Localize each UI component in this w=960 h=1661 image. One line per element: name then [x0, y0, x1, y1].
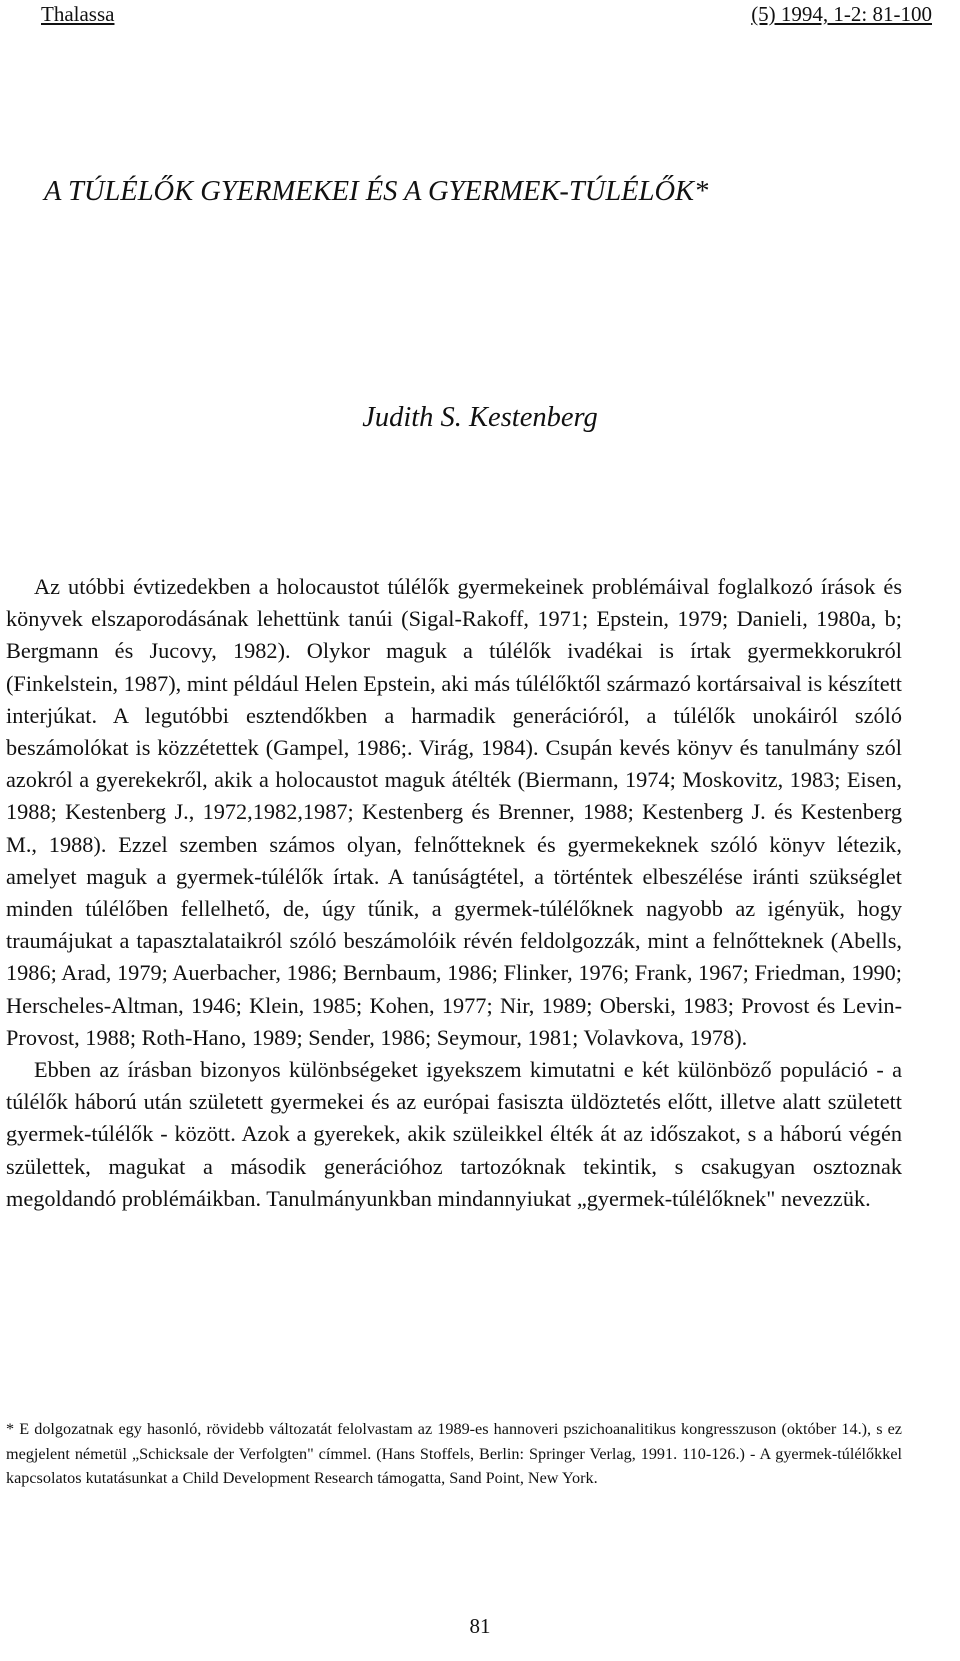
- journal-name: Thalassa: [41, 2, 115, 26]
- footnote: * E dolgozatnak egy hasonló, rövidebb változatát felolvastam az 1989-es hannoveri pszichoanalitikus kongresszuson (október 14.), s ez megjelent németül „Schicksale der Verfolgten" címmel. (Hans Stoffels, Berlin: Springer Verlag, 1991. 110-126.) - A gyermek-túlélőkkel kapcsolatos kutatásunkat a Child Development Research támogatta, Sand Point, New York.: [6, 1420, 902, 1487]
- article-body: [6, 571, 902, 1215]
- article-title: A TÚLÉLŐK GYERMEKEI ÉS A GYERMEK-TÚLÉLŐK*: [44, 176, 709, 207]
- article-author: Judith S. Kestenberg: [362, 402, 598, 433]
- running-header: [41, 2, 932, 32]
- page-number: 81: [469, 1614, 491, 1638]
- body-paragraph-2: Ebben az írásban bizonyos különbségeket igyekszem kimutatni e két különböző populáció - a túlélők háború után született gyermekei és az európai fasiszta üldöztetés előtt, illetve alatt született gyermek-túlélők - között. Azok a gyerekek, akik szüleikkel élték át az időszakot, s a háború végén születtek, magukat a második generációhoz tartozóknak tekintik, s csakugyan osztoznak megoldandó problémáikban. Tanulmányunkban mindannyiukat „gyermek-túlélőknek" nevezzük.: [6, 1057, 902, 1211]
- body-paragraph-1: Az utóbbi évtizedekben a holocaustot túlélők gyermekeinek problémáival foglalkozó írások és könyvek elszaporodásának lehettünk tanúi (Sigal-Rakoff, 1971; Epstein, 1979; Danieli, 1980a, b; Bergmann és Jucovy, 1982). Olykor maguk a túlélők ivadékai is írtak gyermekkorukról (Finkelstein, 1987), mint például Helen Epstein, aki más túlélőktől származó kortársaival is készített interjúkat. A legutóbbi esztendőkben a harmadik generációról, a túlélők unokáiról szóló beszámolókat is közzétettek (Gampel, 1986;. Virág, 1984). Csupán kevés könyv és tanulmány szól azokról a gyerekekről, akik a holocaustot maguk átélték (Biermann, 1974; Moskovitz, 1983; Eisen, 1988; Kestenberg J., 1972,1982,1987; Kestenberg és Brenner, 1988; Kestenberg J. és Kestenberg M., 1988). Ezzel szemben számos olyan, felnőtteknek és gyermekeknek szóló könyv létezik, amelyet maguk a gyermek-túlélők írtak. A tanúságtétel, a történtek elbeszélése iránti szükséglet minden túlélőben fellelhető, de, úgy tűnik, a gyermek-túlélőknek nagyobb az igényük, hogy traumájukat a tapasztalataikról szóló beszámolóik révén feldolgozzák, mint a felnőtteknek (Abells, 1986; Arad, 1979; Auerbacher, 1986; Bernbaum, 1986; Flinker, 1976; Frank, 1967; Friedman, 1990; Herscheles-Altman, 1946; Klein, 1985; Kohen, 1977; Nir, 1989; Oberski, 1983; Provost és Levin-Provost, 1988; Roth-Hano, 1989; Sender, 1986; Seymour, 1981; Volavkova, 1978).: [6, 574, 902, 1050]
- issue-citation: (5) 1994, 1-2: 81-100: [751, 2, 932, 26]
